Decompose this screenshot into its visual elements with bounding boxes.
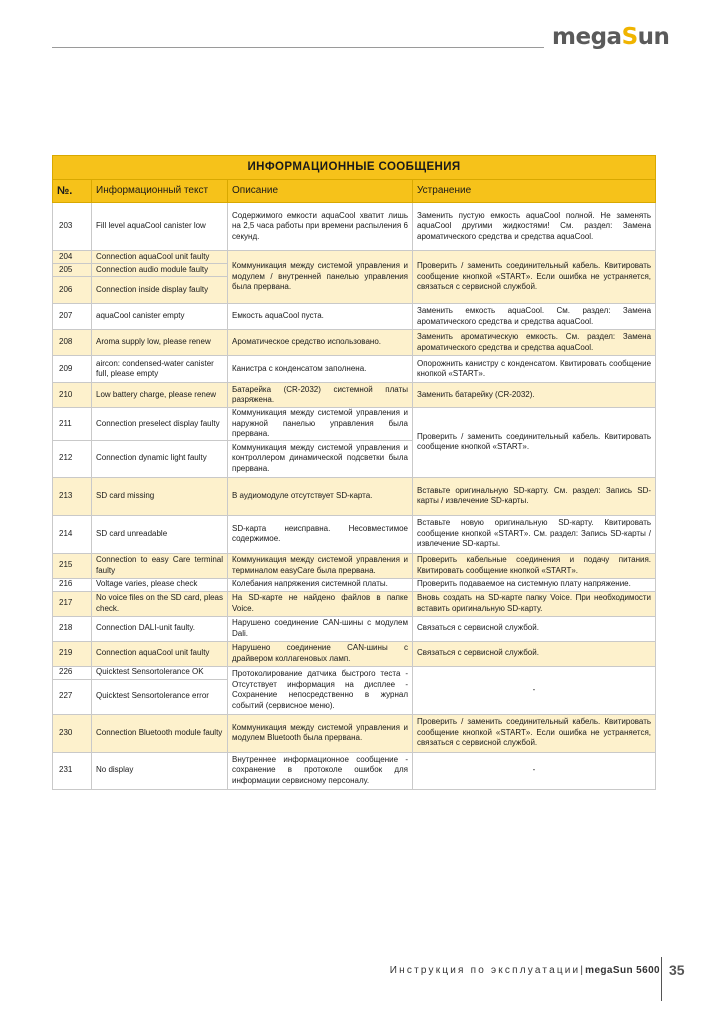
row-num: 211 [53, 408, 92, 441]
row-text: No display [92, 752, 228, 789]
row-fix: Заменить емкость aquaCool. См. раздел: Замена ароматического средства и средства aquaCool. [413, 304, 656, 330]
row-fix: Проверить кабельные соединения и подачу питания. Квитировать сообщение кнопкой «START». [413, 553, 656, 578]
row-num: 213 [53, 477, 92, 515]
row-text: Connection dynamic light faulty [92, 440, 228, 477]
table-row [53, 383, 656, 408]
row-fix: Вновь создать на SD-карте папку Voice. При необходимости вставить оригинальную SD-карту. [413, 591, 656, 616]
col-header-fix: Устранение [413, 180, 656, 203]
row-num: 226 [53, 666, 92, 679]
table-row [53, 304, 656, 330]
row-text: Low battery charge, please renew [92, 383, 228, 408]
info-messages-table [52, 155, 656, 790]
table-row [53, 578, 656, 591]
row-num: 206 [53, 277, 92, 304]
table-row [53, 330, 656, 356]
row-text: Connection inside display faulty [92, 277, 228, 304]
row-desc: Коммуникация между системой управления и контроллером динамической подсветки была прервана. [228, 440, 413, 477]
row-desc: Содержимого емкости aquaCool хватит лишь на 2,5 часа работы при времени распыления 6 секунд. [228, 203, 413, 251]
row-text: Connection to easy Care terminal faulty [92, 553, 228, 578]
row-fix: Вставьте оригинальную SD-карту. См. раздел: Запись SD-карты / извлечение SD-карты. [413, 477, 656, 515]
row-desc: В аудиомодуле отсутствует SD-карта. [228, 477, 413, 515]
table-row [53, 477, 656, 515]
row-text: Aroma supply low, please renew [92, 330, 228, 356]
row-num: 216 [53, 578, 92, 591]
row-fix: Проверить / заменить соединительный кабель. Квитировать сообщение кнопкой «START». Если ошибка не устраняется, связаться с сервисной службой. [413, 251, 656, 304]
row-text: SD card missing [92, 477, 228, 515]
row-num: 212 [53, 440, 92, 477]
row-desc: Ароматическое средство использовано. [228, 330, 413, 356]
row-desc: Коммуникация между системой управления и наружной панелью управления была прервана. [228, 408, 413, 441]
row-fix: - [413, 752, 656, 789]
footer-caption [390, 965, 660, 976]
row-num: 210 [53, 383, 92, 408]
row-num: 217 [53, 591, 92, 616]
row-num: 230 [53, 714, 92, 752]
footer-model: megaSun 5600 [585, 965, 660, 976]
row-desc: Коммуникация между системой управления и терминалом easyCare была прервана. [228, 553, 413, 578]
row-text: Quicktest Sensortolerance error [92, 679, 228, 714]
table-title-row [53, 156, 656, 180]
footer-divider [661, 957, 662, 1001]
table-row [53, 714, 656, 752]
header-divider [52, 47, 544, 48]
row-text: Connection preselect display faulty [92, 408, 228, 441]
row-text: aquaCool canister empty [92, 304, 228, 330]
row-text: No voice files on the SD card, pleas check. [92, 591, 228, 616]
row-text: Connection aquaCool unit faulty [92, 641, 228, 666]
row-desc: Нарушено соединение CAN-шины с модулем Dali. [228, 616, 413, 641]
footer-text: Инструкция по эксплуатации [389, 965, 581, 976]
row-fix: Проверить / заменить соединительный кабель. Квитировать сообщение кнопкой «START». Если ошибка не устраняется, связаться с сервисной службой. [413, 714, 656, 752]
row-desc: Нарушено соединение CAN-шины с драйвером коллагеновых ламп. [228, 641, 413, 666]
table-row [53, 408, 656, 441]
row-desc: Протоколирование датчика быстрого теста - Отсутствует информация на дисплее - Сохранение непосредственно в журнал событий (сервисное меню). [228, 666, 413, 714]
table-row [53, 591, 656, 616]
row-fix: Вставьте новую оригинальную SD-карту. Квитировать сообщение кнопкой «START». См. раздел: Запись SD-карты / извлечение SD-карты. [413, 515, 656, 553]
row-num: 208 [53, 330, 92, 356]
table-row [53, 356, 656, 383]
row-fix: Связаться с сервисной службой. [413, 616, 656, 641]
col-header-text: Информационный текст [92, 180, 228, 203]
page-number: 35 [669, 962, 685, 978]
row-desc: На SD-карте не найдено файлов в папке Voice. [228, 591, 413, 616]
row-num: 215 [53, 553, 92, 578]
row-text: Connection DALI-unit faulty. [92, 616, 228, 641]
table-row [53, 666, 656, 679]
row-text: Quicktest Sensortolerance OK [92, 666, 228, 679]
col-header-desc: Описание [228, 180, 413, 203]
row-num: 227 [53, 679, 92, 714]
row-text: Connection audio module faulty [92, 264, 228, 277]
row-num: 203 [53, 203, 92, 251]
table-header-row [53, 180, 656, 203]
row-desc: Колебания напряжения системной платы. [228, 578, 413, 591]
row-num: 209 [53, 356, 92, 383]
row-text: aircon: condensed-water canister full, please empty [92, 356, 228, 383]
table-row [53, 553, 656, 578]
table-row [53, 203, 656, 251]
col-header-num: №. [53, 180, 92, 203]
table-row [53, 641, 656, 666]
table-row [53, 752, 656, 789]
row-fix: Опорожнить канистру с конденсатом. Квитировать сообщение кнопкой «START». [413, 356, 656, 383]
row-num: 214 [53, 515, 92, 553]
row-desc: Батарейка (CR-2032) системной платы разряжена. [228, 383, 413, 408]
row-fix: Проверить подаваемое на системную плату напряжение. [413, 578, 656, 591]
row-num: 218 [53, 616, 92, 641]
row-num: 231 [53, 752, 92, 789]
megasun-logo: megaSun [552, 24, 670, 50]
row-desc: Емкость aquaCool пуста. [228, 304, 413, 330]
row-fix: Заменить пустую емкость aquaCool полной. Не заменять aquaCool другими жидкостями! См. раздел: Замена ароматического средства и средства aquaCool. [413, 203, 656, 251]
row-desc: Коммуникация между системой управления и модулем Bluetooth была прервана. [228, 714, 413, 752]
table-row [53, 616, 656, 641]
row-fix: Заменить ароматическую емкость. См. раздел: Замена ароматического средства и средства aquaCool. [413, 330, 656, 356]
row-desc: SD-карта неисправна. Несовместимое содержимое. [228, 515, 413, 553]
row-text: Fill level aquaCool canister low [92, 203, 228, 251]
row-text: SD card unreadable [92, 515, 228, 553]
row-num: 207 [53, 304, 92, 330]
row-text: Connection aquaCool unit faulty [92, 251, 228, 264]
row-fix: Проверить / заменить соединительный кабель. Квитировать сообщение кнопкой «START». [413, 408, 656, 478]
row-desc: Канистра с конденсатом заполнена. [228, 356, 413, 383]
row-text: Connection Bluetooth module faulty [92, 714, 228, 752]
row-num: 204 [53, 251, 92, 264]
row-fix: Заменить батарейку (CR-2032). [413, 383, 656, 408]
table-row [53, 251, 656, 264]
row-text: Voltage varies, please check [92, 578, 228, 591]
row-num: 219 [53, 641, 92, 666]
row-desc: Коммуникация между системой управления и модулем / внутренней панелью управления была прервана. [228, 251, 413, 304]
footer-separator: | [580, 965, 586, 976]
table-row [53, 515, 656, 553]
row-num: 205 [53, 264, 92, 277]
table-title: ИНФОРМАЦИОННЫЕ СООБЩЕНИЯ [53, 156, 656, 180]
row-fix: - [413, 666, 656, 714]
row-fix: Связаться с сервисной службой. [413, 641, 656, 666]
row-desc: Внутреннее информационное сообщение - сохранение в протоколе ошибок для информации сервисному персоналу. [228, 752, 413, 789]
